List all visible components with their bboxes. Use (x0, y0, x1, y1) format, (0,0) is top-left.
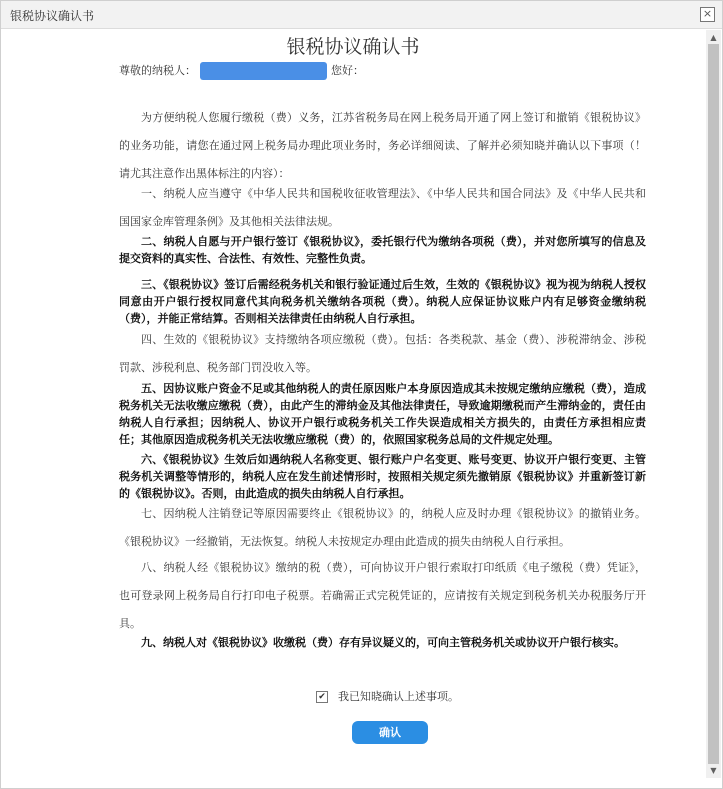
intro-paragraph: 为方便纳税人您履行缴税（费）义务，江苏省税务局在网上税务局开通了网上签订和撤销《银税协议》的业务功能，请您在通过网上税务局办理此项业务时，务必详细阅读、了解并必须知晓并确认以下事项（！请尤其注意作出黑体标注的内容）： (119, 111, 646, 180)
acknowledge-checkbox[interactable]: ✔ (316, 691, 328, 703)
agreement-content (3, 30, 703, 778)
scroll-down-icon[interactable]: ▼ (710, 766, 717, 775)
confirm-button[interactable]: 确认 (352, 721, 428, 744)
greeting-suffix: 您好： (331, 64, 364, 77)
greeting-prefix: 尊敬的纳税人： (119, 64, 196, 77)
clause-9: 九、纳税人对《银税协议》收缴税（费）存有异议疑义的，可向主管税务机关或协议开户银行核实。 (141, 636, 625, 649)
scroll-up-icon[interactable]: ▲ (710, 33, 717, 42)
greeting (119, 62, 364, 80)
clause-4: 四、生效的《银税协议》支持缴纳各项应缴税（费）。包括：各类税款、基金（费）、涉税滞纳金、涉税罚款、涉税利息、税务部门罚没收入等。 (119, 333, 646, 374)
page-title: 银税协议确认书 (286, 36, 420, 58)
scrollbar-thumb[interactable] (708, 44, 719, 764)
acknowledge-label: 我已知晓确认上述事项。 (338, 690, 459, 703)
dialog-titlebar (1, 1, 722, 29)
acknowledge-row[interactable] (316, 688, 459, 704)
clause-6: 六、《银税协议》生效后如遇纳税人名称变更、银行账户户名变更、账号变更、协议开户银行变更、主管税务机关调整等情形的，纳税人应在发生前述情形时，按照相关规定须先撤销原《银税协议》并重新签订新的《银税协议》。否则，由此造成的损失由纳税人自行承担。 (119, 453, 646, 500)
clause-2: 二、纳税人自愿与开户银行签订《银税协议》，委托银行代为缴纳各项税（费），并对您所填写的信息及提交资料的真实性、合法性、有效性、完整性负责。 (119, 235, 646, 265)
vertical-scrollbar[interactable] (706, 30, 721, 778)
clause-3: 三、《银税协议》签订后需经税务机关和银行验证通过后生效，生效的《银税协议》视为视为纳税人授权同意由开户银行授权同意代其向税务机关缴纳各项税（费）。纳税人应保证协议账户内有足够资金缴纳税（费），并能正常结算。否则相关法律责任由纳税人自行承担。 (119, 278, 646, 325)
clause-1: 一、纳税人应当遵守《中华人民共和国税收征收管理法》、《中华人民共和国合同法》及《中华人民共和国国家金库管理条例》及其他相关法律法规。 (119, 187, 646, 228)
dialog-title: 银税协议确认书 (10, 9, 95, 23)
redacted-taxpayer-name (200, 62, 327, 80)
close-icon[interactable]: × (700, 7, 715, 22)
clause-8: 八、纳税人经《银税协议》缴纳的税（费），可向协议开户银行索取打印纸质《电子缴税（费）凭证》，也可登录网上税务局自行打印电子税票。若确需正式完税凭证的，应请按有关规定到税务机关办税服务厅开具。 (119, 561, 646, 630)
clause-7: 七、因纳税人注销登记等原因需要终止《银税协议》的，纳税人应及时办理《银税协议》的撤销业务。《银税协议》一经撤销，无法恢复。纳税人未按规定办理由此造成的损失由纳税人自行承担。 (119, 507, 646, 548)
clause-5: 五、因协议账户资金不足或其他纳税人的责任原因账户本身原因造成其未按规定缴纳应缴税（费），造成税务机关无法收缴应缴税（费），由此产生的滞纳金及其他法律责任，导致逾期缴税而产生滞纳金的，责任由纳税人自行承担；因纳税人、协议开户银行或税务机关工作失误造成相关方损失的，由责任方承担相应责任；其他原因造成税务机关无法收缴应缴税（费）的，依照国家税务总局的文件规定处理。 (119, 382, 646, 446)
